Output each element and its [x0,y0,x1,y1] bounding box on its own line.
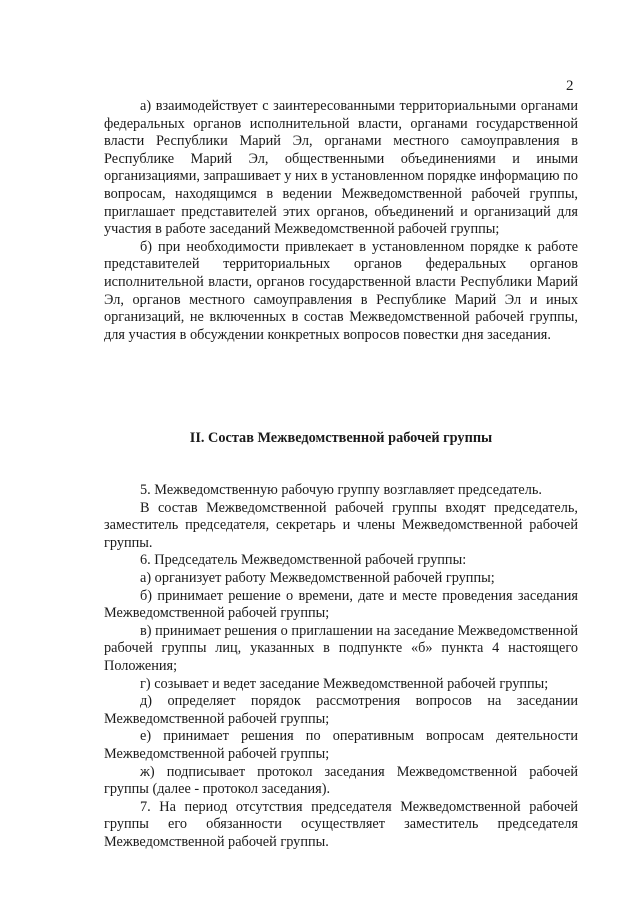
powers-text-block [104,98,578,344]
paragraph-b-involvement: б) при необходимости привлекает в установленном порядке к работе представителей территориальных органов федеральных органов исполнительной власти, органов государственной власти Республики Марий Эл, органов местного самоуправления в Республике Марий Эл и иных организаций, не включенных в состав Межведомственной рабочей группы, для участия в обсуждении конкретных вопросов повестки дня заседания. [104,238,578,343]
paragraph-6d: г) созывает и ведет заседание Межведомственной рабочей группы; [140,675,549,692]
paragraph-composition: В состав Межведомственной рабочей группы входят председатель, заместитель председателя, секретарь и члены Межведомственной рабочей группы. [104,499,578,551]
page-number: 2 [566,78,574,94]
paragraph-6c: в) принимает решения о приглашении на заседание Межведомственной рабочей группы лиц, указанных в подпункте «б» пункта 4 настоящего Положения; [104,622,578,674]
paragraph-6b: б) принимает решение о времени, дате и месте проведения заседания Межведомственной рабочей группы; [104,587,578,622]
paragraph-6a: а) организует работу Межведомственной рабочей группы; [140,569,495,586]
paragraph-a-interaction: а) взаимодействует с заинтересованными территориальными органами федеральных органов исполнительной власти, органами государственной власти Республики Марий Эл, органами местного самоуправления в Республике Марий Эл, общественными объединениями и иными организациями, запрашивает у них в установленном порядке информацию по вопросам, находящимся в ведении Межведомственной рабочей группы, приглашает представителей этих органов, объединений и организаций для участия в работе заседаний Межведомственной рабочей группы; [104,98,578,238]
paragraph-6f: е) принимает решения по оперативным вопросам деятельности Межведомственной рабочей группы; [104,728,578,762]
paragraph-6g: ж) подписывает протокол заседания Межведомственной рабочей группы (далее - протокол заседания). [104,763,578,798]
paragraph-6e: д) определяет порядок рассмотрения вопросов на заседании Межведомственной рабочей группы; [104,693,578,727]
paragraph-5-chairman: 5. Межведомственную рабочую группу возглавляет председатель. [140,482,543,498]
section-heading: II. Состав Межведомственной рабочей группы [189,430,493,446]
paragraph-6-chairman-powers: 6. Председатель Межведомственной рабочей группы: [140,552,467,569]
paragraph-7-deputy: 7. На период отсутствия председателя Межведомственной рабочей группы его обязанности осуществляет заместитель председателя Межведомственной рабочей группы. [104,798,578,850]
composition-text-block [104,482,578,851]
